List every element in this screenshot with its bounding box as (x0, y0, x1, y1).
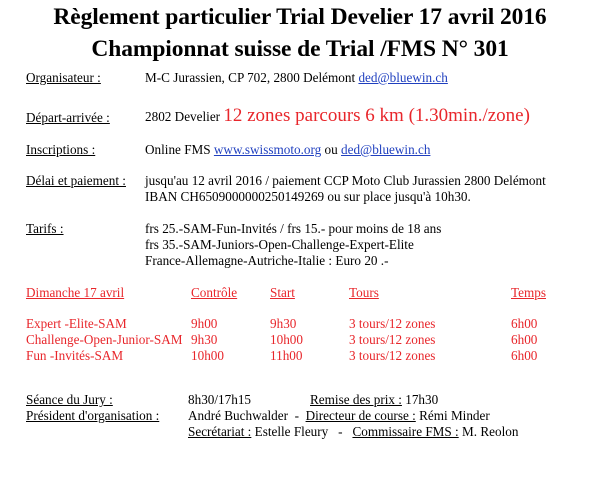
president-line (188, 409, 490, 422)
tarifs-line-3: France-Allemagne-Autriche-Italie : Euro 20 .- (145, 253, 389, 268)
delai-line-1: jusqu'au 12 avril 2016 / paiement CCP Moto Club Jurassien 2800 Delémont (145, 173, 546, 188)
row-2-tours: 3 tours/12 zones (349, 332, 436, 347)
remise-group (310, 393, 438, 406)
remise-value: 17h30 (405, 392, 439, 407)
tarifs-label: Tarifs : (26, 221, 64, 236)
separator-1: - (294, 408, 299, 423)
schedule-header-temps: Temps (511, 285, 546, 300)
delai-label: Délai et paiement : (26, 173, 126, 188)
organisateur-address: M-C Jurassien, CP 702, 2800 Delémont (145, 70, 356, 85)
row-3-controle: 10h00 (191, 348, 224, 363)
schedule-header-tours: Tours (349, 285, 379, 300)
row-1-temps: 6h00 (511, 316, 538, 331)
organisateur-label: Organisateur : (26, 70, 101, 85)
row-2-category: Challenge-Open-Junior-SAM (26, 332, 183, 347)
seance-label: Séance du Jury : (26, 392, 113, 407)
president-value: André Buchwalder (188, 408, 288, 423)
inscriptions-text (145, 143, 430, 156)
row-1-category: Expert -Elite-SAM (26, 316, 127, 331)
organisateur-email-link[interactable]: ded@bluewin.ch (358, 70, 448, 85)
inscriptions-email-link[interactable]: ded@bluewin.ch (341, 142, 431, 157)
depart-text (145, 106, 530, 125)
tarifs-line-1: frs 25.-SAM-Fun-Invités / frs 15.- pour moins de 18 ans (145, 221, 442, 236)
separator-2: - (338, 424, 343, 439)
depart-location: 2802 Develier (145, 109, 221, 124)
seance-value: 8h30/17h15 (188, 392, 252, 407)
row-1-tours: 3 tours/12 zones (349, 316, 436, 331)
depart-highlight: 12 zones parcours 6 km (1.30min./zone) (223, 105, 530, 126)
schedule-header-controle: Contrôle (191, 285, 238, 300)
directeur-label: Directeur de course : (305, 408, 416, 423)
president-label: Président d'organisation : (26, 408, 160, 423)
schedule-header-start: Start (270, 285, 295, 300)
row-2-temps: 6h00 (511, 332, 538, 347)
schedule-header-day: Dimanche 17 avril (26, 285, 125, 300)
row-2-start: 10h00 (270, 332, 303, 347)
swissmoto-link[interactable]: www.swissmoto.org (213, 142, 322, 157)
row-3-category: Fun -Invités-SAM (26, 348, 124, 363)
commissaire-value: M. Reolon (462, 424, 519, 439)
organisateur-text (145, 71, 448, 84)
delai-line-2: IBAN CH6509000000250149269 ou sur place jusqu'à 10h30. (145, 189, 471, 204)
row-3-tours: 3 tours/12 zones (349, 348, 436, 363)
remise-label: Remise des prix : (310, 392, 402, 407)
inscriptions-or: ou (324, 142, 338, 157)
secretariat-line (188, 425, 518, 438)
inscriptions-label: Inscriptions : (26, 142, 96, 157)
directeur-value: Rémi Minder (419, 408, 490, 423)
secretariat-label: Secrétariat : (188, 424, 252, 439)
inscriptions-online: Online FMS (145, 142, 211, 157)
row-1-controle: 9h00 (191, 316, 218, 331)
row-2-controle: 9h30 (191, 332, 218, 347)
row-1-start: 9h30 (270, 316, 297, 331)
commissaire-label: Commissaire FMS : (352, 424, 459, 439)
row-3-start: 11h00 (270, 348, 303, 363)
tarifs-line-2: frs 35.-SAM-Juniors-Open-Challenge-Expert-Elite (145, 237, 414, 252)
depart-label: Départ-arrivée : (26, 110, 110, 125)
title-line-1: Règlement particulier Trial Develier 17 avril 2016 (53, 4, 547, 30)
secretariat-value: Estelle Fleury (254, 424, 329, 439)
title-line-2: Championnat suisse de Trial /FMS N° 301 (91, 36, 509, 62)
row-3-temps: 6h00 (511, 348, 538, 363)
